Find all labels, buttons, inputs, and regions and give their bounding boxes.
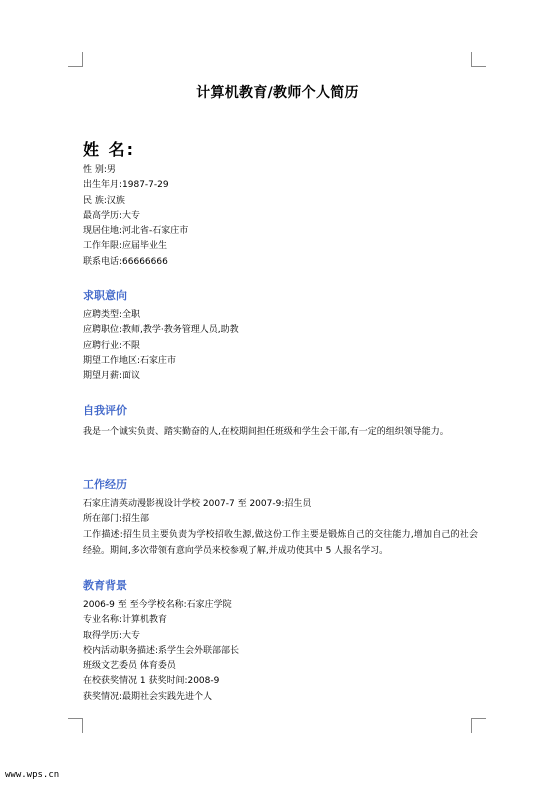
intention-salary: 期望月薪:面议 [83, 371, 141, 382]
corner-mark-top-right [471, 52, 486, 67]
footer-url: www.wps.cn [5, 770, 60, 780]
info-ethnicity: 民 族:汉族 [83, 195, 125, 206]
info-residence: 现居住地:河北省-石家庄市 [83, 226, 189, 237]
edu-school: 2006-9 至 至今学校名称:石家庄学院 [83, 600, 232, 610]
job-intention-section [83, 308, 483, 384]
info-gender: 性 别:男 [83, 165, 116, 175]
work-section [83, 497, 483, 528]
edu-award-time: 在校获奖情况 1 获奖时间:2008-9 [83, 676, 220, 687]
heading-education: 教育背景 [83, 579, 127, 592]
info-work-years: 工作年限:应届毕业生 [83, 241, 168, 252]
work-description: 工作描述:招生员主要负责为学校招收生源,做这份工作主要是锻炼自己的交往能力,增加自己的社会经验。期间,多次带领有意向学员来校参观了解,并成功使其中 5 人报名学习。 [83, 530, 478, 556]
education-section [83, 598, 483, 705]
edu-degree: 取得学历:大专 [83, 630, 141, 641]
heading-self-evaluation: 自我评价 [83, 404, 127, 417]
work-department: 所在部门:招生部 [83, 514, 150, 525]
work-company: 石家庄清英动漫影视设计学校 2007-7 至 2007-9:招生员 [83, 499, 312, 509]
edu-award: 获奖情况:最期社会实践先进个人 [83, 691, 213, 702]
intention-location: 期望工作地区:石家庄市 [83, 355, 177, 366]
info-education: 最高学历:大专 [83, 210, 141, 221]
page-title: 计算机教育/教师个人简历 [196, 85, 359, 101]
heading-job-intention: 求职意向 [83, 289, 127, 302]
corner-mark-bottom-left [68, 718, 83, 733]
intention-position: 应聘职位:教师,教学·教务管理人员,助教 [83, 325, 239, 336]
edu-activity: 校内活动职务描述:系学生会外联部部长 [83, 645, 240, 656]
name-label: 姓 名: [83, 140, 135, 159]
edu-major: 专业名称:计算机教育 [83, 615, 168, 626]
info-phone: 联系电话:66666666 [83, 256, 168, 267]
intention-industry: 应聘行业:不限 [83, 340, 141, 351]
intention-type: 应聘类型:全职 [83, 310, 141, 320]
basic-info [83, 163, 483, 270]
info-birth: 出生年月:1987-7-29 [83, 180, 169, 191]
self-evaluation-text: 我是一个诚实负责、踏实勤奋的人,在校期间担任班级和学生会干部,有一定的组织领导能力。 [83, 427, 449, 437]
edu-class-roles: 班级文艺委员 体育委员 [83, 661, 176, 672]
corner-mark-top-left [68, 52, 83, 67]
corner-mark-bottom-right [471, 718, 486, 733]
heading-work-experience: 工作经历 [83, 478, 127, 491]
